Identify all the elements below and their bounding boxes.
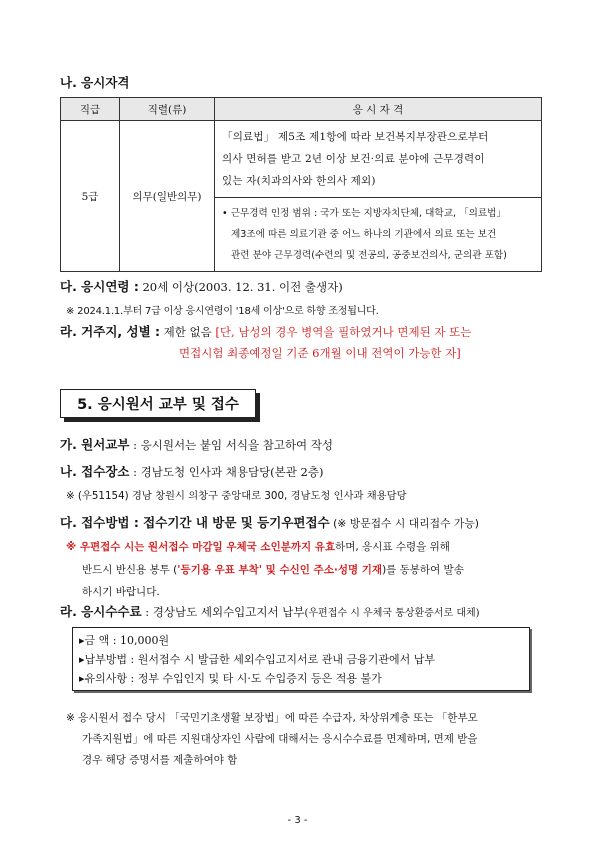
- fee-label: 라. 응시수수료: [60, 604, 142, 619]
- age-label: 다. 응시연령 :: [60, 279, 139, 294]
- fee-info-box: [72, 627, 530, 691]
- location-text: : 경남도청 인사과 채용담당(본관 2층): [129, 465, 324, 479]
- fee-amount: ▸금 액 : 10,000원: [79, 634, 170, 647]
- age-row: [60, 277, 343, 295]
- experience-note: [215, 197, 541, 271]
- distribution-text: : 응시원서는 붙임 서식을 참고하여 작성: [129, 438, 334, 452]
- cell-qualification: [215, 121, 542, 272]
- residence-condition-cont: 면접시험 최종예정일 기준 6개월 이내 전역이 가능한 자]: [179, 346, 461, 360]
- return-envelope-requirement: '등기용 우표 부착' 및 수신인 주소·성명 기재: [177, 564, 383, 576]
- fee-text: : 경상남도 세외수입고지서 납부: [141, 605, 305, 619]
- qualification-text: [215, 121, 541, 197]
- exemption-line: 가족지원법」에 따른 지원대상자인 사람에 대해서는 응시수수료를 면제하며, 면제 받을: [82, 733, 478, 745]
- postal-validity-note: ※ 우편접수 시는 원서접수 마감일 우체국 소인분까지 유효: [66, 541, 336, 553]
- fee-small-note: (우편접수 시 우체국 통상환증서로 대체): [304, 608, 480, 619]
- distribution-label: 가. 원서교부: [60, 437, 130, 452]
- distribution-row: [60, 435, 333, 453]
- page-number: - 3 -: [287, 815, 308, 826]
- method-note-rest: 하며, 응시표 수령을 위해: [335, 541, 450, 553]
- method-text: (※ 방문접수 시 대리접수 가능): [329, 517, 479, 530]
- cell-series: 의무(일반의무): [120, 121, 215, 272]
- method-label: 다. 접수방법 : 접수기간 내 방문 및 등기우편접수: [60, 515, 330, 530]
- fee-exemption-note: [66, 708, 478, 771]
- header-qualification: 응 시 자 격: [215, 98, 542, 121]
- qualification-table: [60, 97, 542, 272]
- residence-row: [60, 322, 471, 340]
- section5-title: 5. 응시원서 교부 및 접수: [60, 389, 256, 418]
- age-text: 20세 이상(2003. 12. 31. 이전 출생자): [138, 280, 343, 294]
- table-row: [61, 121, 542, 272]
- residence-condition: [단, 남성의 경우 병역을 필하였거나 면제된 자 또는: [215, 325, 472, 339]
- header-grade: 직급: [61, 98, 120, 121]
- exemption-line: ※ 응시원서 접수 당시 「국민기초생활 보장법」에 따른 수급자, 차상위계층 또는 「한부모: [66, 712, 478, 724]
- note-line: • 근무경력 인정 범위 : 국가 또는 지방자치단체, 대학교, 「의료법」: [222, 208, 507, 219]
- qual-line: 있는 자(치과의사와 한의사 제외): [222, 175, 376, 187]
- qual-line: 의사 면허를 받고 2년 이상 보건·의료 분야에 근무경력이: [222, 153, 485, 165]
- method-note2-a: 반드시 반신용 봉투 (: [82, 564, 178, 576]
- location-note: ※ (우51154) 경남 창원시 의창구 중앙대로 300, 경남도청 인사과 채용담당: [66, 490, 407, 502]
- fee-row: [60, 602, 480, 620]
- exemption-line: 경우 해당 증명서를 제출하여야 함: [82, 754, 238, 766]
- qualification-heading: 나. 응시자격: [60, 75, 130, 90]
- note-line: 제3조에 따른 의료기관 중 어느 하나의 기관에서 의료 또는 보건: [231, 229, 497, 240]
- fee-caution: ▸유의사항 : 정부 수입인지 및 타 시·도 수입증지 등은 적용 불가: [79, 672, 382, 685]
- fee-payment-method: ▸납부방법 : 원서접수 시 발급한 세외수입고지서로 관내 금융기관에서 납부: [79, 653, 435, 666]
- location-label: 나. 접수장소: [60, 464, 130, 479]
- method-row: [60, 513, 479, 531]
- qual-line: 「의료법」 제5조 제1항에 따라 보건복지부장관으로부터: [222, 131, 489, 143]
- residence-text: 제한 없음: [160, 325, 216, 339]
- table-header-row: [61, 98, 542, 121]
- header-series: 직렬(류): [120, 98, 215, 121]
- residence-label: 라. 거주지, 성별 :: [60, 324, 161, 339]
- cell-grade: 5급: [61, 121, 120, 272]
- method-note2-b: )를 동봉하여 발송: [382, 564, 464, 576]
- method-note2: [82, 562, 464, 577]
- method-note3: 하시기 바랍니다.: [82, 586, 160, 598]
- location-row: [60, 462, 323, 480]
- note-line: 관련 분야 근무경력(수련의 및 전공의, 공중보건의사, 군의관 포함): [231, 250, 507, 261]
- age-note: ※ 2024.1.1.부터 7급 이상 응시연령이 '18세 이상'으로 하향 조정됩니다.: [66, 306, 379, 317]
- method-note: [66, 539, 450, 554]
